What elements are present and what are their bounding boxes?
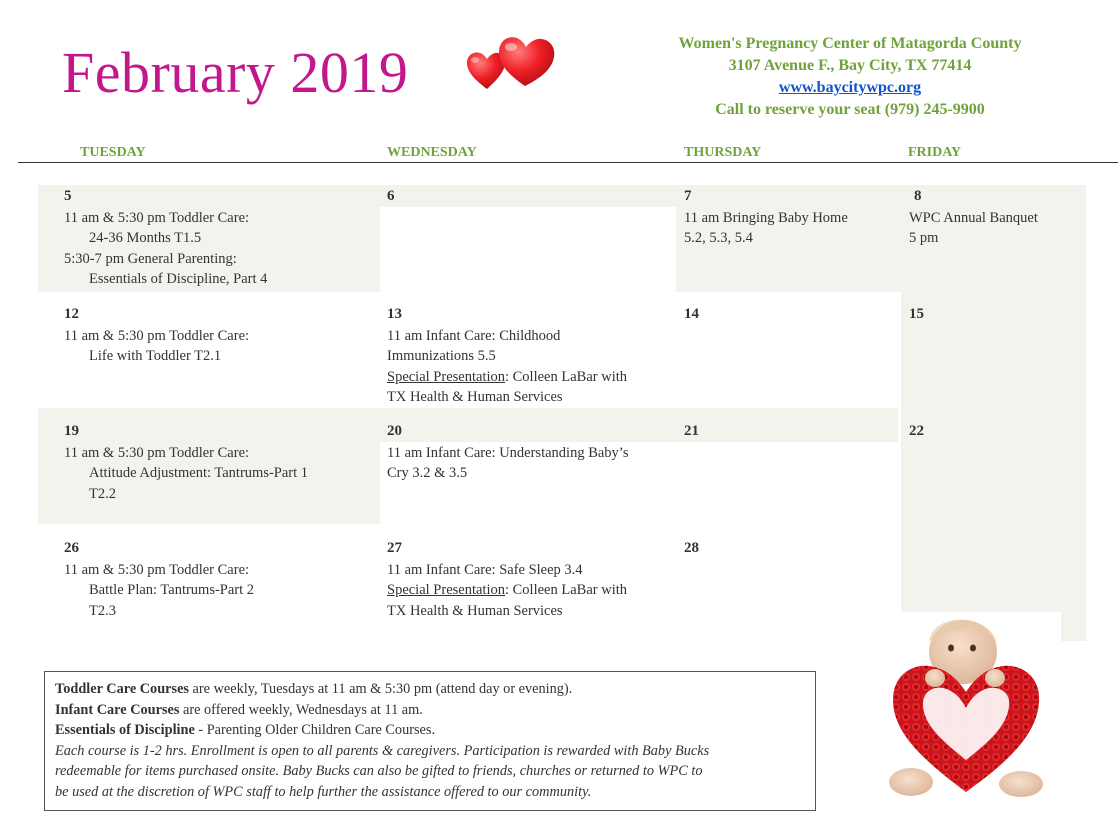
enrollment-note-line: be used at the discretion of WPC staff to help further the assistance offered to our community. <box>55 783 592 800</box>
event-line: Attitude Adjustment: Tantrums-Part 1 <box>89 465 309 482</box>
day-cell-5 <box>64 186 267 290</box>
day-number: 15 <box>909 306 924 322</box>
event-line: 11 am & 5:30 pm Toddler Care: <box>64 327 250 344</box>
infant-course-text: are offered weekly, Wednesdays at 11 am. <box>179 701 423 718</box>
day-cell-12 <box>64 304 249 367</box>
day-number: 21 <box>684 423 699 439</box>
day-cell-28 <box>684 538 699 560</box>
day-number: 7 <box>684 188 692 204</box>
event-line: TX Health & Human Services <box>387 389 563 406</box>
day-header-wednesday: WEDNESDAY <box>387 145 477 160</box>
event-line <box>387 580 627 601</box>
event-line: 11 am & 5:30 pm Toddler Care: <box>64 444 250 461</box>
day-number: 19 <box>64 423 79 439</box>
discipline-course-info <box>55 720 805 741</box>
toddler-course-info <box>55 679 805 700</box>
day-number: 20 <box>387 423 402 439</box>
day-number: 6 <box>387 188 395 204</box>
event-line: 24-36 Months T1.5 <box>89 230 202 247</box>
event-line: 5 pm <box>909 230 939 247</box>
org-name: Women's Pregnancy Center of Matagorda County <box>678 35 1022 52</box>
day-number: 14 <box>684 306 699 322</box>
org-address: 3107 Avenue F., Bay City, TX 77414 <box>728 57 972 74</box>
event-line: 5.2, 5.3, 5.4 <box>684 230 753 247</box>
day-cell-19 <box>64 421 308 504</box>
event-line: T2.2 <box>89 485 116 502</box>
toddler-course-label: Toddler Care Courses <box>55 681 189 697</box>
friday-column-shade <box>901 185 1086 641</box>
event-line: Immunizations 5.5 <box>387 348 496 365</box>
day-cell-21 <box>684 421 699 443</box>
day-header-friday: FRIDAY <box>908 145 962 160</box>
day-number: 12 <box>64 306 79 322</box>
event-line: TX Health & Human Services <box>387 602 563 619</box>
day-cell-7 <box>684 186 848 249</box>
day-cell-20 <box>387 421 628 484</box>
event-line: Cry 3.2 & 3.5 <box>387 465 468 482</box>
day-number: 5 <box>64 188 72 204</box>
day-number: 13 <box>387 306 402 322</box>
event-line: 11 am Infant Care: Understanding Baby’s <box>387 444 629 461</box>
event-line: T2.3 <box>89 602 116 619</box>
enrollment-note-line: Each course is 1-2 hrs. Enrollment is open to all parents & caregivers. Participation is rewarded with Baby Bucks <box>55 742 710 759</box>
infant-course-info <box>55 700 805 721</box>
day-number: 26 <box>64 540 79 556</box>
event-line: WPC Annual Banquet <box>909 209 1038 226</box>
special-presentation-text: : Colleen LaBar with <box>504 368 627 385</box>
organization-info <box>640 33 1060 121</box>
event-line: 11 am Infant Care: Childhood <box>387 327 561 344</box>
event-line <box>387 367 627 388</box>
event-line: 5:30-7 pm General Parenting: <box>64 250 237 267</box>
course-info-box <box>44 671 816 811</box>
day-header-thursday: THURSDAY <box>684 145 762 160</box>
day-number: 28 <box>684 540 699 556</box>
event-line: 11 am & 5:30 pm Toddler Care: <box>64 561 250 578</box>
event-line: Life with Toddler T2.1 <box>89 348 222 365</box>
toddler-course-text: are weekly, Tuesdays at 11 am & 5:30 pm (attend day or evening). <box>188 681 573 697</box>
baby-with-heart-image <box>871 612 1061 810</box>
hearts-icon <box>465 28 560 94</box>
website-link[interactable]: www.baycitywpc.org <box>778 79 922 96</box>
event-line: 11 am Bringing Baby Home <box>684 209 848 226</box>
day-number: 22 <box>909 423 924 439</box>
header-divider <box>18 162 1118 163</box>
discipline-course-text: - Parenting Older Children Care Courses. <box>194 722 436 738</box>
day-cell-14 <box>684 304 699 326</box>
special-presentation-label: Special Presentation <box>387 368 505 385</box>
special-presentation-label: Special Presentation <box>387 582 505 599</box>
page-title: February 2019 <box>62 40 409 105</box>
day-number: 27 <box>387 540 402 556</box>
day-cell-6 <box>387 186 395 208</box>
infant-course-label: Infant Care Courses <box>55 701 180 718</box>
event-line: Essentials of Discipline, Part 4 <box>89 271 268 288</box>
day-cell-8 <box>909 186 1038 249</box>
day-cell-13 <box>387 304 627 408</box>
day-header-tuesday: TUESDAY <box>80 145 146 160</box>
day-cell-22 <box>909 421 924 443</box>
reserve-phone: Call to reserve your seat (979) 245-9900 <box>715 101 985 118</box>
day-cell-27 <box>387 538 627 621</box>
event-line: Battle Plan: Tantrums-Part 2 <box>89 582 255 599</box>
enrollment-note-line: redeemable for items purchased onsite. Baby Bucks can also be gifted to friends, churches or returned to WPC to <box>55 763 703 779</box>
day-cell-15 <box>909 304 924 326</box>
day-cell-26 <box>64 538 254 621</box>
event-line: 11 am Infant Care: Safe Sleep 3.4 <box>387 561 583 578</box>
special-presentation-text: : Colleen LaBar with <box>504 582 627 599</box>
event-line: 11 am & 5:30 pm Toddler Care: <box>64 209 250 226</box>
day-number: 8 <box>914 188 922 204</box>
discipline-course-label: Essentials of Discipline <box>55 722 195 738</box>
